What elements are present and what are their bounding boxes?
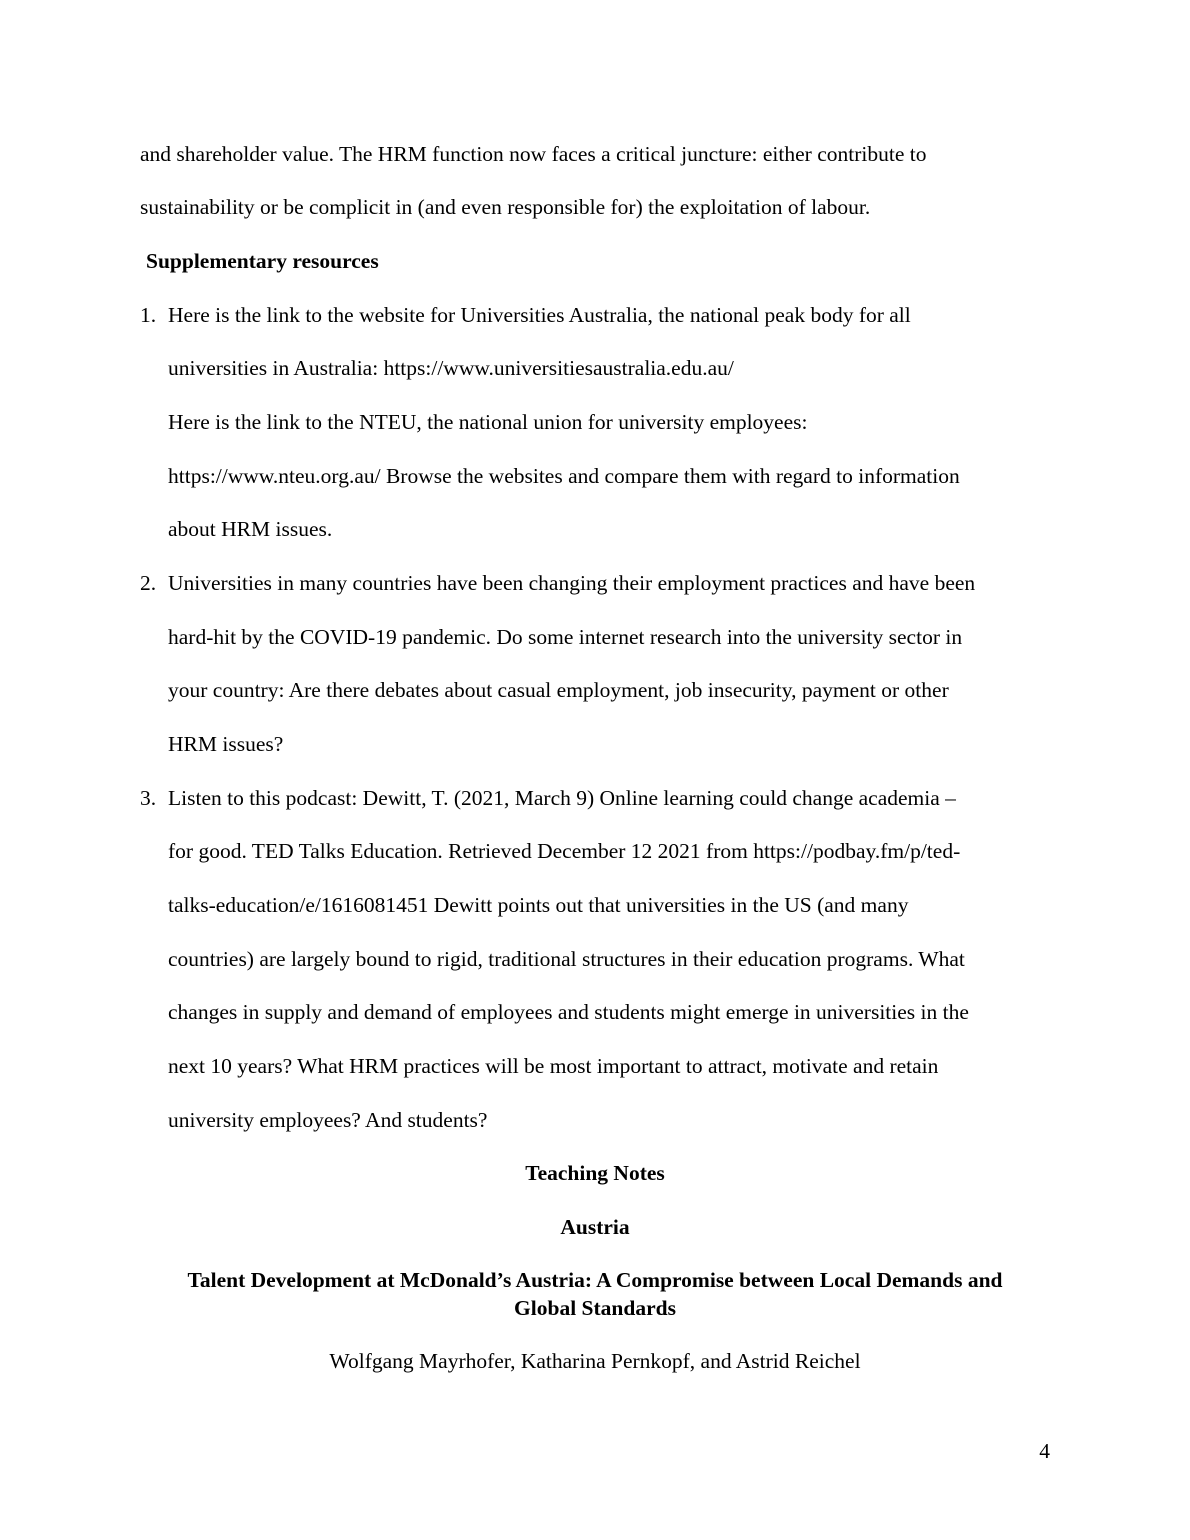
list-item-line: next 10 years? What HRM practices will be most important to attract, motivate and retain [168, 1054, 939, 1078]
list-item-line: about HRM issues. [168, 517, 333, 541]
list-item-line: Universities in many countries have been changing their employment practices and have been [168, 571, 976, 595]
case-title-line-1: Talent Development at McDonald’s Austria: A Compromise between Local Demands and [187, 1268, 1003, 1292]
list-item-line: changes in supply and demand of employees and students might emerge in universities in the [168, 1000, 969, 1024]
list-item-line: Here is the link to the NTEU, the national union for university employees: [168, 410, 808, 434]
list-item-number: 2. [140, 571, 157, 595]
authors: Wolfgang Mayrhofer, Katharina Pernkopf, and Astrid Reichel [329, 1349, 861, 1373]
list-item-line: your country: Are there debates about casual employment, job insecurity, payment or other [168, 678, 949, 702]
list-item-line: https://www.nteu.org.au/ Browse the websites and compare them with regard to information [168, 464, 960, 488]
country-heading: Austria [560, 1215, 630, 1239]
list-item-line: talks-education/e/1616081451 Dewitt points out that universities in the US (and many [168, 893, 909, 917]
list-item-line: university employees? And students? [168, 1108, 488, 1132]
list-item-line: HRM issues? [168, 732, 284, 756]
list-item-line: for good. TED Talks Education. Retrieved December 12 2021 from https://podbay.fm/p/ted- [168, 839, 961, 863]
list-item-line: universities in Australia: https://www.universitiesaustralia.edu.au/ [168, 356, 734, 380]
list-item-line: Here is the link to the website for Universities Australia, the national peak body for all [168, 303, 911, 327]
list-item-line: hard-hit by the COVID-19 pandemic. Do some internet research into the university sector in [168, 625, 963, 649]
teaching-notes-heading: Teaching Notes [525, 1161, 665, 1185]
list-item-number: 1. [140, 303, 157, 327]
list-item-line: Listen to this podcast: Dewitt, T. (2021, March 9) Online learning could change academia – [168, 786, 956, 810]
intro-line-1: and shareholder value. The HRM function now faces a critical juncture: either contribute to [140, 142, 927, 166]
intro-line-2: sustainability or be complicit in (and even responsible for) the exploitation of labour. [140, 195, 871, 219]
page-number: 4 [1039, 1439, 1050, 1463]
list-item-number: 3. [140, 786, 157, 810]
list-item-line: countries) are largely bound to rigid, traditional structures in their education programs. What [168, 947, 965, 971]
case-title-line-2: Global Standards [514, 1296, 676, 1320]
supplementary-heading: Supplementary resources [146, 249, 379, 273]
